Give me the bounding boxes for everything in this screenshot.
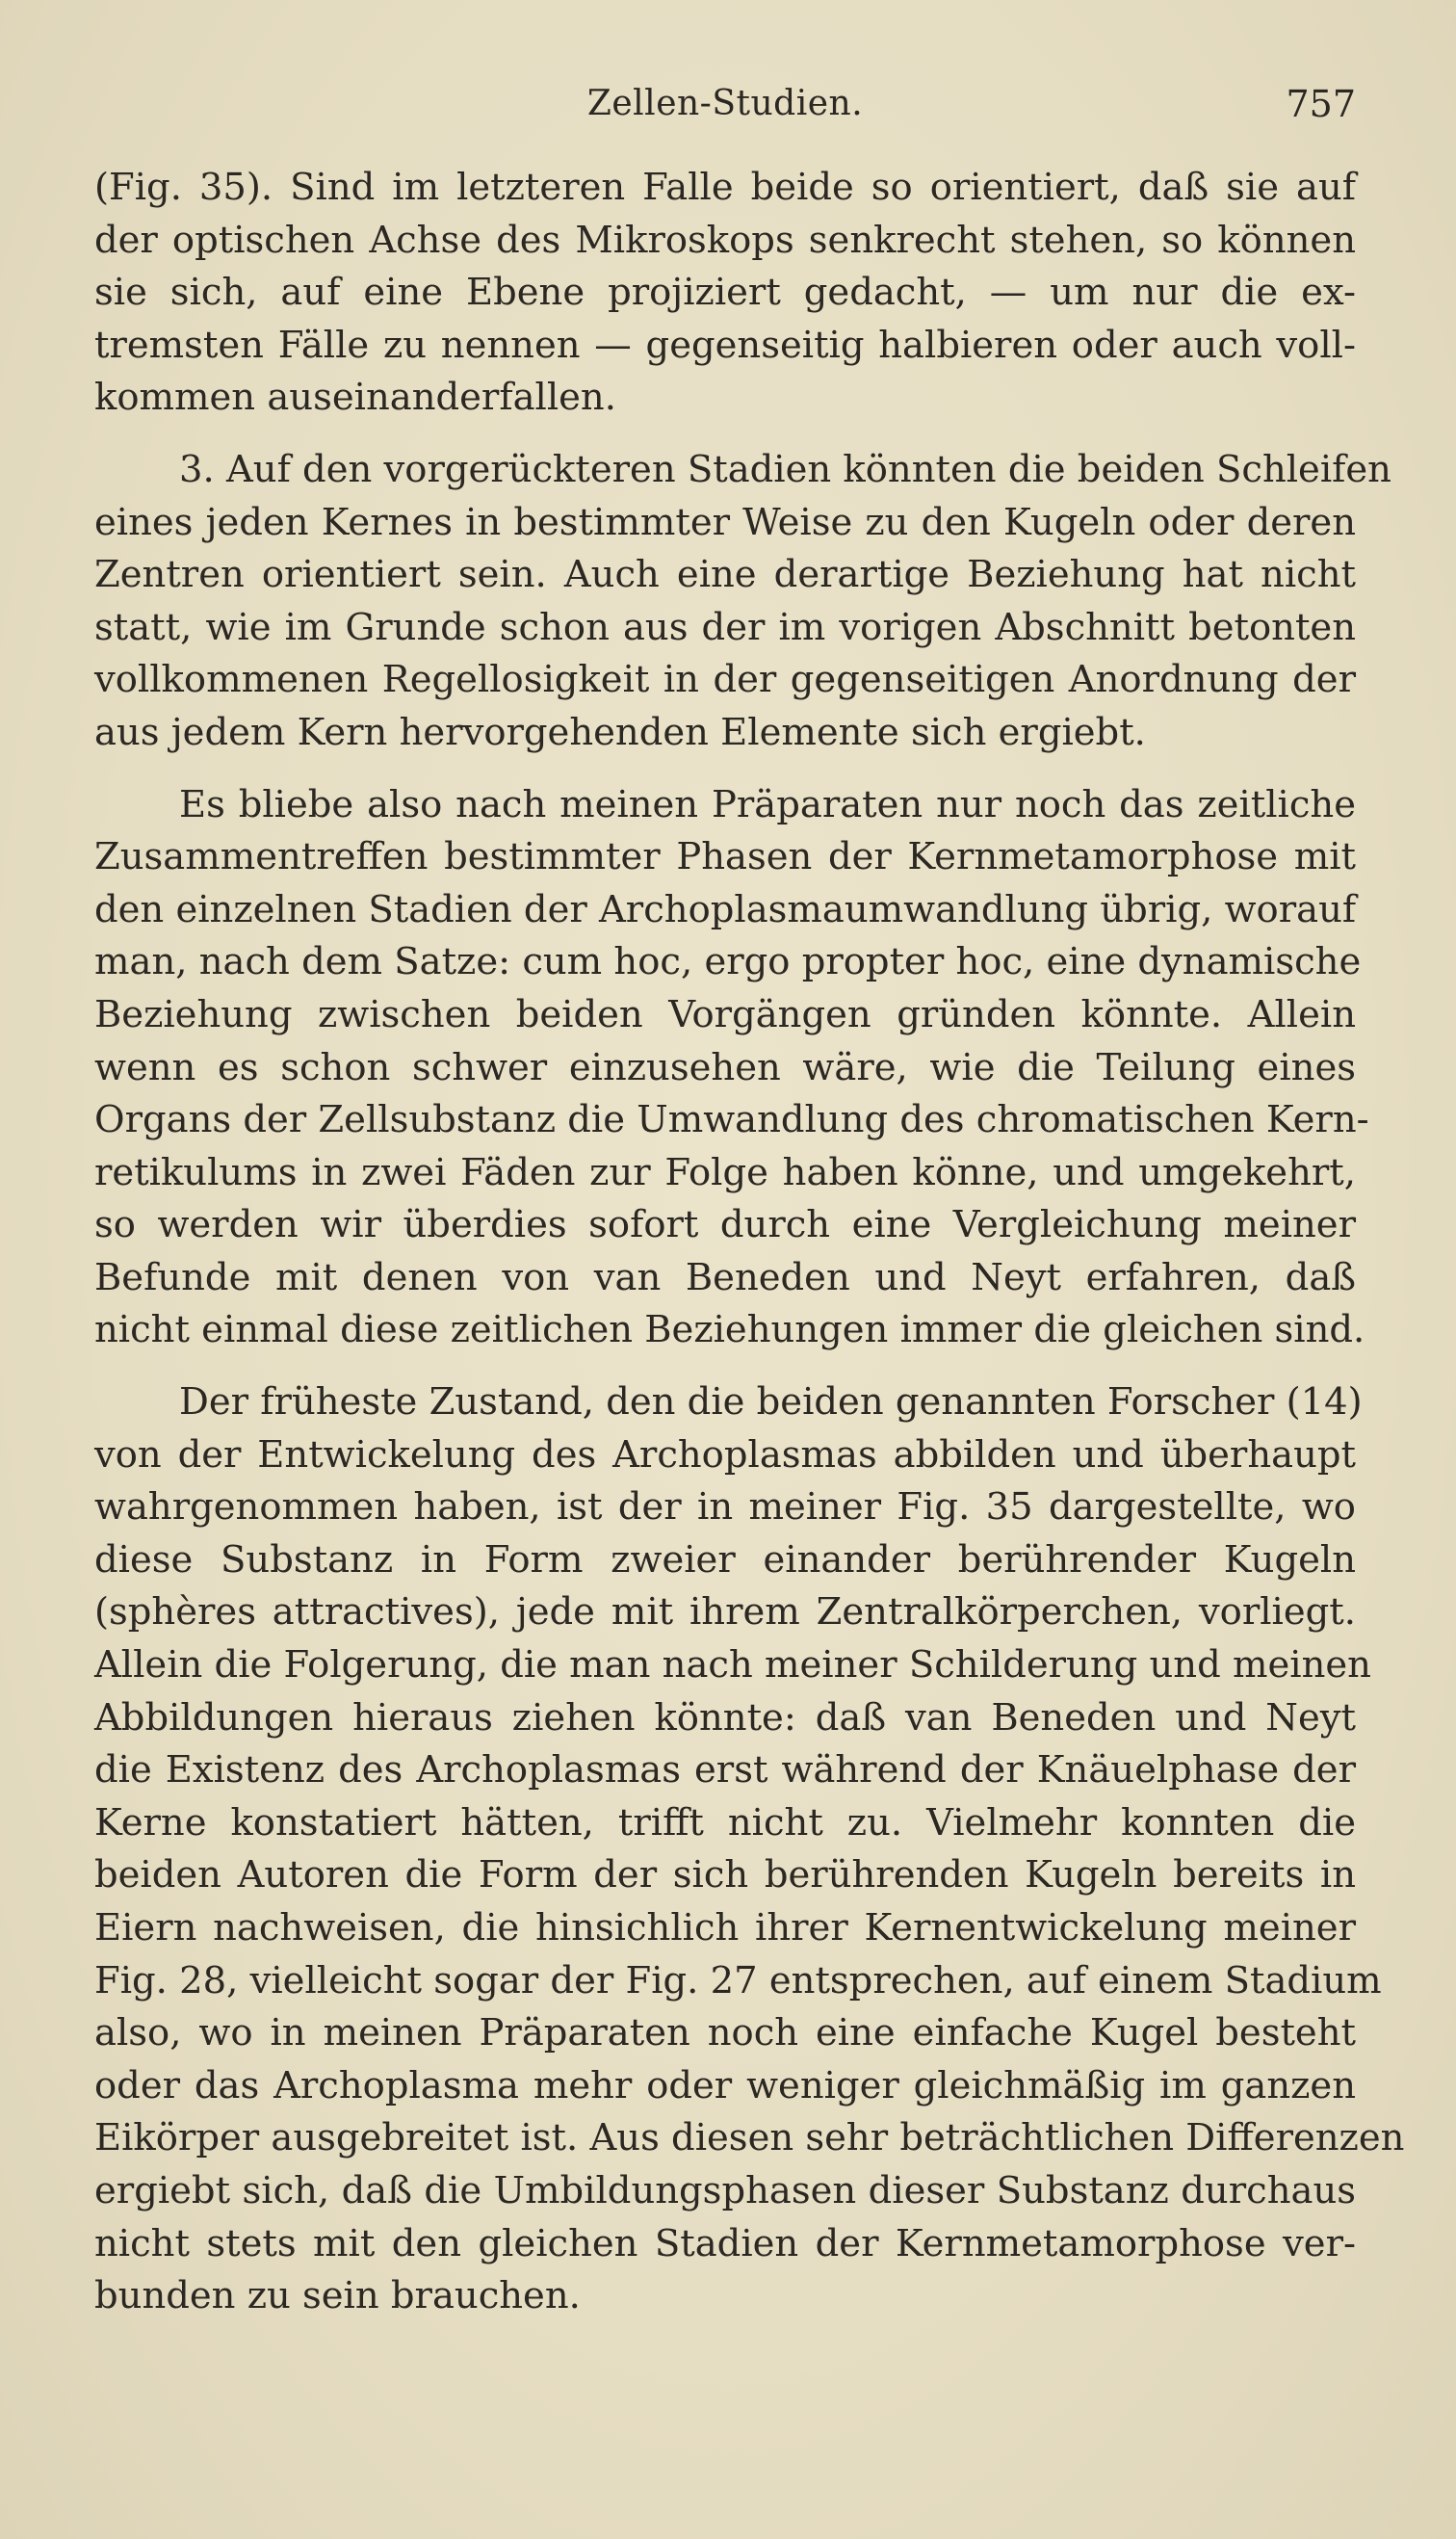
text-line: also, wo in meinen Präparaten noch eine einfache Kugel besteht: [94, 2011, 1356, 2055]
text-line: Abbildungen hieraus ziehen könnte: daß van Beneden und Neyt: [94, 1695, 1356, 1740]
running-title: Zellen-Studien.: [586, 84, 864, 123]
text-line: beiden Autoren die Form der sich berührenden Kugeln bereits in: [94, 1853, 1356, 1898]
body-text: [94, 162, 1405, 2323]
text-line: statt, wie im Grunde schon aus der im vorigen Abschnitt betonten: [94, 605, 1356, 649]
text-line: bunden zu sein brauchen.: [94, 2274, 581, 2318]
page-number: 757: [1286, 83, 1356, 125]
text-line: vollkommenen Regellosigkeit in der gegenseitigen Anordnung der: [94, 658, 1356, 702]
text-line: nicht stets mit den gleichen Stadien der Kernmetamorphose ver-: [94, 2221, 1356, 2265]
text-line: man, nach dem Satze: cum hoc, ergo propter hoc, eine dynamische: [94, 940, 1362, 984]
text-line: der optischen Achse des Mikroskops senkrecht stehen, so können: [94, 218, 1356, 262]
text-line: wahrgenommen haben, ist der in meiner Fig. 35 dargestellte, wo: [94, 1485, 1356, 1530]
text-line: Fig. 28, vielleicht sogar der Fig. 27 entsprechen, auf einem Stadium: [94, 1958, 1382, 2002]
text-line: von der Entwickelung des Archoplasmas abbilden und überhaupt: [94, 1432, 1356, 1477]
text-line: oder das Archoplasma mehr oder weniger gleichmäßig im ganzen: [94, 2063, 1356, 2107]
text-line: wenn es schon schwer einzusehen wäre, wie die Teilung eines: [94, 1045, 1356, 1089]
text-line: (sphères attractives), jede mit ihrem Zentralkörperchen, vorliegt.: [94, 1590, 1356, 1635]
text-line: sie sich, auf eine Ebene projiziert gedacht, — um nur die ex-: [94, 271, 1356, 315]
text-line: (Fig. 35). Sind im letzteren Falle beide so orientiert, daß sie auf: [94, 166, 1356, 209]
text-line: Der früheste Zustand, den die beiden genannten Forscher (14): [179, 1380, 1363, 1425]
text-line: kommen auseinanderfallen.: [94, 376, 616, 420]
text-line: Zentren orientiert sein. Auch eine derartige Beziehung hat nicht: [94, 553, 1356, 597]
text-line: nicht einmal diese zeitlichen Beziehungen immer die gleichen sind.: [94, 1308, 1365, 1352]
text-line: Allein die Folgerung, die man nach meiner Schilderung und meinen: [94, 1643, 1371, 1688]
text-line: Zusammentreffen bestimmter Phasen der Kernmetamorphose mit: [94, 835, 1356, 879]
text-line: Organs der Zellsubstanz die Umwandlung des chromatischen Kern-: [94, 1098, 1369, 1142]
paragraph-4: [94, 1376, 1405, 2323]
text-line: Eiern nachweisen, die hinsichlich ihrer Kernentwickelung meiner: [94, 1906, 1356, 1950]
text-line: eines jeden Kernes in bestimmter Weise zu den Kugeln oder deren: [94, 500, 1356, 544]
page-header: [94, 77, 1356, 131]
paragraph-3: [94, 779, 1369, 1358]
paragraph-1: [94, 162, 1356, 425]
text-line: 3. Auf den vorgerückteren Stadien könnten die beiden Schleifen: [179, 447, 1391, 491]
text-line: Es bliebe also nach meinen Präparaten nur noch das zeitliche: [179, 782, 1356, 826]
text-line: aus jedem Kern hervorgehenden Elemente sich ergiebt.: [94, 710, 1146, 754]
text-line: tremsten Fälle zu nennen — gegenseitig halbieren oder auch voll-: [94, 323, 1356, 367]
text-line: den einzelnen Stadien der Archoplasmaumwandlung übrig, worauf: [94, 887, 1357, 931]
text-line: Beziehung zwischen beiden Vorgängen gründen könnte. Allein: [94, 992, 1356, 1036]
text-line: diese Substanz in Form zweier einander berührender Kugeln: [94, 1537, 1356, 1582]
text-line: Befunde mit denen von van Beneden und Neyt erfahren, daß: [94, 1255, 1356, 1299]
text-line: Kerne konstatiert hätten, trifft nicht zu. Vielmehr konnten die: [94, 1800, 1356, 1845]
text-line: retikulums in zwei Fäden zur Folge haben könne, und umgekehrt,: [94, 1150, 1356, 1194]
text-line: die Existenz des Archoplasmas erst während der Knäuelphase der: [94, 1748, 1356, 1793]
text-line: so werden wir überdies sofort durch eine Vergleichung meiner: [94, 1203, 1356, 1247]
text-line: ergiebt sich, daß die Umbildungsphasen dieser Substanz durchaus: [94, 2168, 1356, 2212]
text-line: Eikörper ausgebreitet ist. Aus diesen sehr beträchtlichen Differenzen: [94, 2116, 1405, 2160]
paragraph-2: [94, 444, 1391, 760]
